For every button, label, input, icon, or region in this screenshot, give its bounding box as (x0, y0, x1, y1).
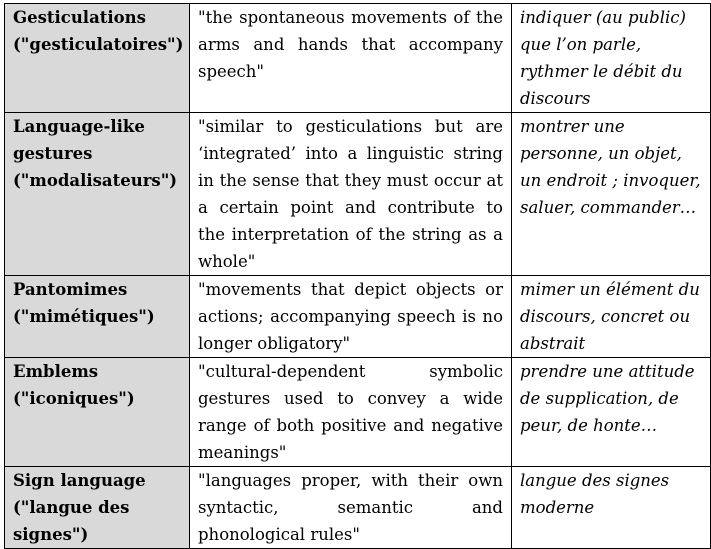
gesture-definition: "similar to gesticulations but are ‘integrated’ into a linguistic string in the sense that they must occur at a certain point and contribute to the interpretation of the string as a whole" (198, 117, 503, 271)
gesture-function-cell (512, 276, 711, 358)
gesture-type-cell (5, 4, 190, 113)
gesture-definition: "the spontaneous movements of the arms and hands that accompany speech" (198, 8, 503, 81)
gesture-function-cell (512, 467, 711, 549)
gesture-type-cell (5, 358, 190, 467)
gesture-function-fr: langue des signes moderne (520, 471, 670, 517)
gesture-function-fr: prendre une attitude de supplication, de peur, de honte… (520, 362, 695, 435)
gesture-function-fr: mimer un élément du discours, concret ou abstrait (520, 280, 700, 353)
table-row (5, 113, 711, 276)
gesture-definition-cell (190, 276, 512, 358)
gesture-type-term: Sign language ("langue des signes") (13, 471, 146, 544)
table-row (5, 358, 711, 467)
gesture-definition-cell (190, 358, 512, 467)
gesture-function-fr: indiquer (au public) que l’on parle, rythmer le débit du discours (520, 8, 686, 108)
gesture-type-term: Pantomimes ("mimétiques") (13, 280, 155, 326)
gesture-function-cell (512, 4, 711, 113)
gesture-type-term: Gesticulations ("gesticulatoires") (13, 8, 184, 54)
gesture-type-term: Emblems ("iconiques") (13, 362, 135, 408)
gesture-classification-table (4, 3, 711, 549)
gesture-definition: "movements that depict objects or actions; accompanying speech is no longer obligatory" (198, 280, 503, 353)
gesture-type-cell (5, 467, 190, 549)
gesture-definition-cell (190, 113, 512, 276)
table-row (5, 467, 711, 549)
gesture-function-fr: montrer une personne, un objet, un endroit ; invoquer, saluer, commander… (520, 117, 701, 217)
gesture-definition: "cultural-dependent symbolic gestures used to convey a wide range of both positive and negative meanings" (198, 362, 503, 462)
gesture-type-cell (5, 113, 190, 276)
table-row (5, 4, 711, 113)
gesture-type-term: Language-like gestures ("modalisateurs") (13, 117, 178, 190)
gesture-function-cell (512, 358, 711, 467)
gesture-definition: "languages proper, with their own syntactic, semantic and phonological rules" (198, 471, 503, 544)
gesture-function-cell (512, 113, 711, 276)
gesture-definition-cell (190, 4, 512, 113)
gesture-definition-cell (190, 467, 512, 549)
gesture-type-cell (5, 276, 190, 358)
table-row (5, 276, 711, 358)
